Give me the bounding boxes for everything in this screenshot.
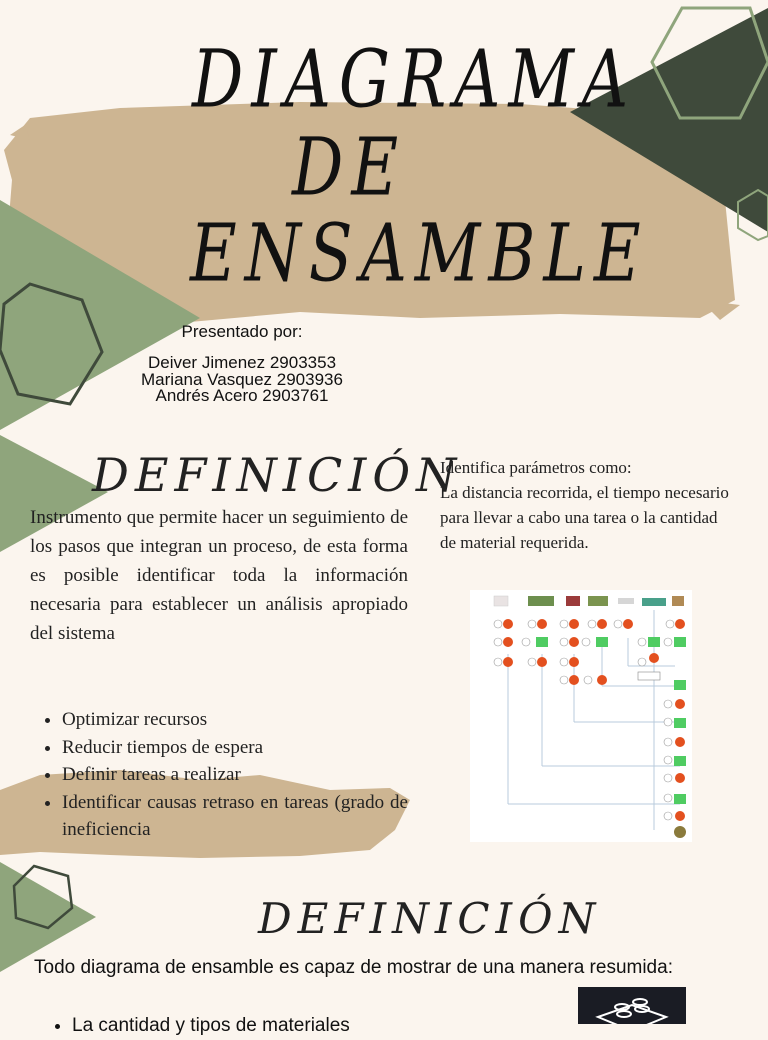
title-line-1: DIAGRAMA bbox=[192, 34, 637, 127]
objectives-list bbox=[30, 706, 408, 844]
list-item: • La cantidad y tipos de materiales bbox=[72, 1012, 572, 1040]
title-line-2: DE bbox=[292, 122, 407, 215]
operation-circles bbox=[503, 619, 685, 821]
presented-by-label: Presentado por: bbox=[181, 322, 303, 341]
assembly-diagram-image bbox=[470, 590, 692, 842]
list-item: • Definir tareas a realizar bbox=[62, 761, 408, 789]
list-item: • Identificar causas retraso en tareas (grado de ineficiencia bbox=[62, 789, 408, 844]
summary-list bbox=[40, 1012, 572, 1040]
presenter-name-3: Andrés Acero 2903761 bbox=[155, 386, 329, 405]
list-item: • Optimizar recursos bbox=[62, 706, 408, 734]
parameters-intro: Identifica parámetros como: bbox=[440, 458, 632, 477]
definition-text-2: Todo diagrama de ensamble es capaz de mostrar de una manera resumida: bbox=[34, 957, 673, 978]
parameters-text: La distancia recorrida, el tiempo necesario para llevar a cabo una tarea o la cantidad de material requerida. bbox=[440, 483, 729, 552]
definition-heading-2: DEFINICIÓN bbox=[258, 894, 602, 943]
numbered-steps bbox=[494, 620, 674, 820]
lego-brick-icon bbox=[578, 987, 686, 1024]
diagram-icons bbox=[494, 596, 684, 606]
presenter-name-2: Mariana Vasquez 2903936 bbox=[141, 370, 343, 389]
list-item: • Reducir tiempos de espera bbox=[62, 734, 408, 762]
title-line-3: ENSAMBLE bbox=[190, 208, 649, 301]
definition-text-1: Instrumento que permite hacer un seguimiento de los pasos que integran un proceso, de esta forma es posible identificar toda la información necesaria para establecer un análisis apropiado del sistema bbox=[30, 507, 408, 644]
presenter-name-1: Deiver Jimenez 2903353 bbox=[147, 353, 337, 372]
definition-heading-1: DEFINICIÓN bbox=[92, 448, 463, 502]
lego-icon-box bbox=[578, 987, 686, 1024]
inspection-boxes bbox=[536, 637, 686, 804]
